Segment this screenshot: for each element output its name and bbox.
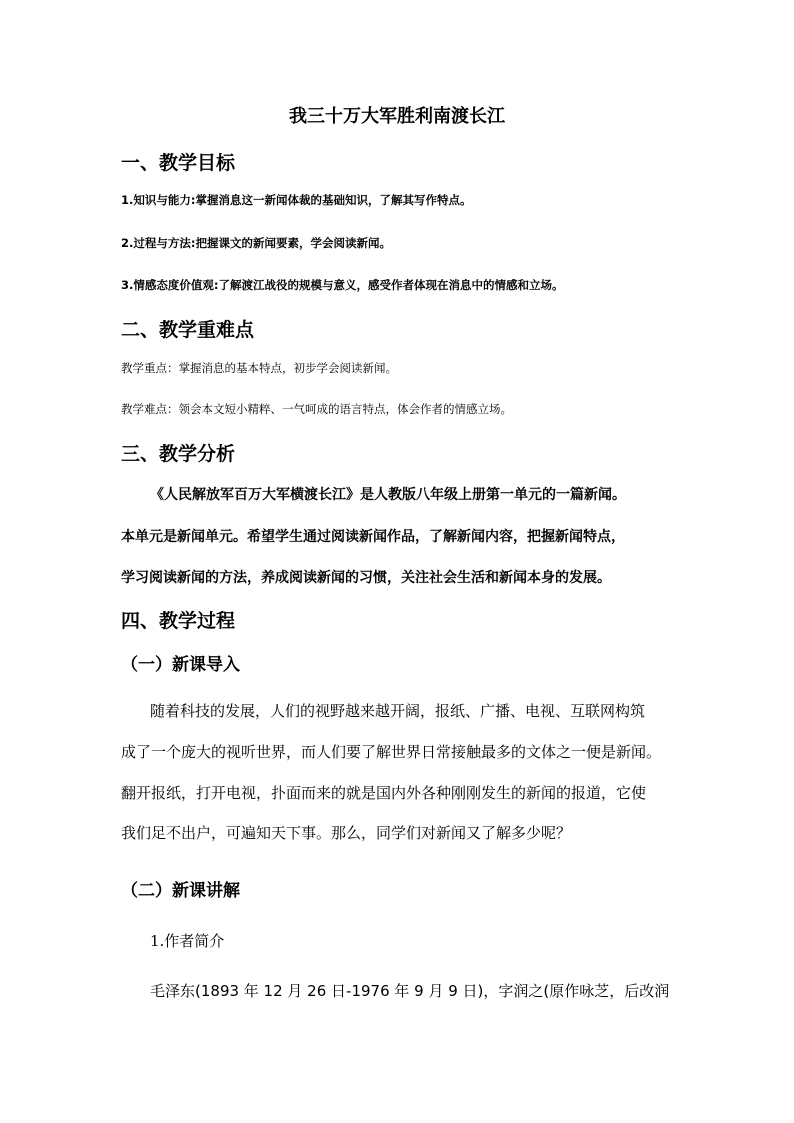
- analysis-line-2: 本单元是新闻单元。希望学生通过阅读新闻作品，了解新闻内容，把握新闻特点，: [121, 529, 625, 545]
- intro-line-3: 翻开报纸，打开电视，扑面而来的就是国内外各种刚刚发生的新闻的报道，它使: [121, 784, 647, 802]
- objective-item-2: 2.过程与方法:把握课文的新闻要素，学会阅读新闻。: [121, 236, 391, 250]
- author-intro-heading: 1.作者简介: [150, 932, 225, 950]
- objective-item-1: 1.知识与能力:掌握消息这一新闻体裁的基础知识，了解其写作特点。: [121, 193, 472, 207]
- intro-heading: （一）新课导入: [121, 655, 240, 675]
- intro-line-1: 随着科技的发展，人们的视野越来越开阔，报纸、广播、电视、互联网构筑: [150, 702, 646, 720]
- key-points-heading: 二、教学重难点: [121, 319, 255, 341]
- analysis-line-3: 学习阅读新闻的方法，养成阅读新闻的习惯，关注社会生活和新闻本身的发展。: [121, 570, 611, 586]
- author-bio-line-1: 毛泽东(1893 年 12 月 26 日-1976 年 9 月 9 日)，字润之(原作咏芝，后改润: [150, 982, 670, 1000]
- intro-line-2: 成了一个庞大的视听世界，而人们要了解世界日常接触最多的文体之一便是新闻。: [121, 743, 662, 761]
- analysis-heading: 三、教学分析: [121, 443, 236, 465]
- objectives-heading: 一、教学目标: [121, 152, 236, 174]
- lecture-heading: （二）新课讲解: [121, 881, 240, 901]
- key-point-item-2: 教学难点：领会本文短小精粹、一气呵成的语言特点，体会作者的情感立场。: [121, 402, 512, 416]
- analysis-line-1: 《人民解放军百万大军横渡长江》是人教版八年级上册第一单元的一篇新闻。: [150, 487, 626, 503]
- objective-item-3: 3.情感态度价值观:了解渡江战役的规模与意义，感受作者体现在消息中的情感和立场。: [121, 278, 564, 292]
- document-title: 我三十万大军胜利南渡长江: [289, 106, 505, 127]
- key-point-item-1: 教学重点：掌握消息的基本特点，初步学会阅读新闻。: [121, 361, 397, 375]
- intro-line-4: 我们足不出户，可遍知天下事。那么，同学们对新闻又了解多少呢？: [121, 824, 572, 842]
- process-heading: 四、教学过程: [121, 610, 236, 632]
